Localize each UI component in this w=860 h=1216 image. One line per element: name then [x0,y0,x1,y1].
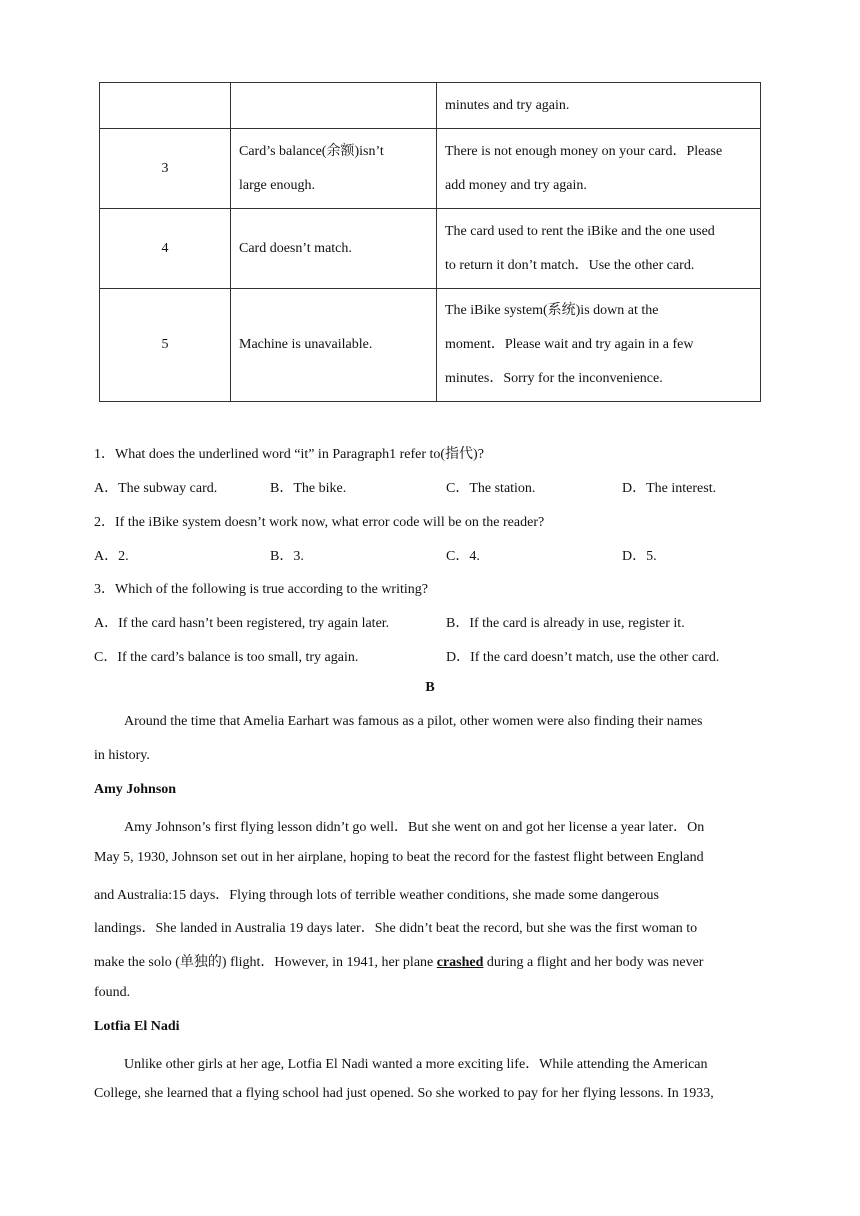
question-2-option-b[interactable]: B．3. [270,549,304,564]
amy-paragraph-line: Amy Johnson’s first flying lesson didn’t go well．But she went on and got her license a year later．On [124,820,705,835]
question-1-option-d[interactable]: D．The interest. [622,481,717,496]
underlined-word-crashed: crashed [436,955,484,970]
solution-cell [437,83,761,129]
question-2-option-d[interactable]: D．5. [622,549,657,564]
amy-paragraph-line [94,951,703,971]
code-cell: 3 [100,129,231,209]
problem-cell [231,83,437,129]
code-cell [100,83,231,129]
question-3-option-d[interactable]: D．If the card doesn’t match, use the other card. [446,650,720,665]
question-2-option-c[interactable]: C．4. [446,549,480,564]
problem-line: Machine is unavailable. [239,337,373,352]
solution-line: The card used to rent the iBike and the one used [445,223,715,239]
solution-line: to return it don’t match．Use the other card. [445,257,695,273]
table-row [100,209,761,289]
solution-cell [437,209,761,289]
question-2-text: 2．If the iBike system doesn’t work now, what error code will be on the reader? [94,515,545,530]
table-row [100,289,761,402]
amy-line-text: make the solo (单独的) flight．However, in 1941, her plane [94,955,437,970]
amy-paragraph-line: landings．She landed in Australia 19 days later．She didn’t beat the record, but she was the first woman to [94,921,698,936]
lotfia-paragraph-line: Unlike other girls at her age, Lotfia El Nadi wanted a more exciting life．While attending the American [124,1057,708,1072]
problem-cell [231,209,437,289]
question-1-text: 1．What does the underlined word “it” in Paragraph1 refer to(指代)? [94,447,484,462]
problem-line: Card doesn’t match. [239,240,352,256]
code-cell: 4 [100,209,231,289]
amy-line-text: during a flight and her body was never [483,955,704,970]
problem-line: large enough. [239,177,315,193]
intro-line: Around the time that Amelia Earhart was famous as a pilot, other women were also finding their names [124,714,703,729]
solution-cell [437,289,761,402]
solution-line: There is not enough money on your card．Please [445,143,723,159]
code-cell: 5 [100,289,231,402]
question-3-option-a[interactable]: A．If the card hasn’t been registered, try again later. [94,616,390,631]
solution-line: The iBike system(系统)is down at the [445,303,659,318]
amy-johnson-heading: Amy Johnson [94,782,177,797]
solution-line: add money and try again. [445,177,587,193]
lotfia-paragraph-line: College, she learned that a flying school had just opened. So she worked to pay for her flying lessons. In 1933, [94,1086,714,1101]
solution-line: minutes．Sorry for the inconvenience. [445,371,663,386]
question-2-option-a[interactable]: A．2. [94,549,129,564]
problem-line: Card’s balance(余额)isn’t [239,143,384,159]
solution-line: moment．Please wait and try again in a few [445,337,694,352]
error-code-table [99,82,761,402]
lotfia-el-nadi-heading: Lotfia El Nadi [94,1019,180,1034]
question-1-option-b[interactable]: B．The bike. [270,481,347,496]
section-b-heading: B [425,680,435,695]
question-3-text: 3．Which of the following is true according to the writing? [94,582,428,597]
question-1-option-c[interactable]: C．The station. [446,481,536,496]
amy-paragraph-line: found. [94,985,131,1000]
intro-line: in history. [94,748,150,763]
table-row [100,129,761,209]
amy-paragraph-line: May 5, 1930, Johnson set out in her airplane, hoping to beat the record for the fastest flight between England [94,850,704,865]
problem-cell [231,289,437,402]
question-3-option-b[interactable]: B．If the card is already in use, register it. [446,616,685,631]
problem-cell [231,129,437,209]
question-1-option-a[interactable]: A．The subway card. [94,481,218,496]
solution-cell [437,129,761,209]
question-3-option-c[interactable]: C．If the card’s balance is too small, try again. [94,650,359,665]
amy-paragraph-line: and Australia:15 days．Flying through lots of terrible weather conditions, she made some dangerous [94,888,659,903]
solution-line: minutes and try again. [445,97,570,113]
table-row [100,83,761,129]
